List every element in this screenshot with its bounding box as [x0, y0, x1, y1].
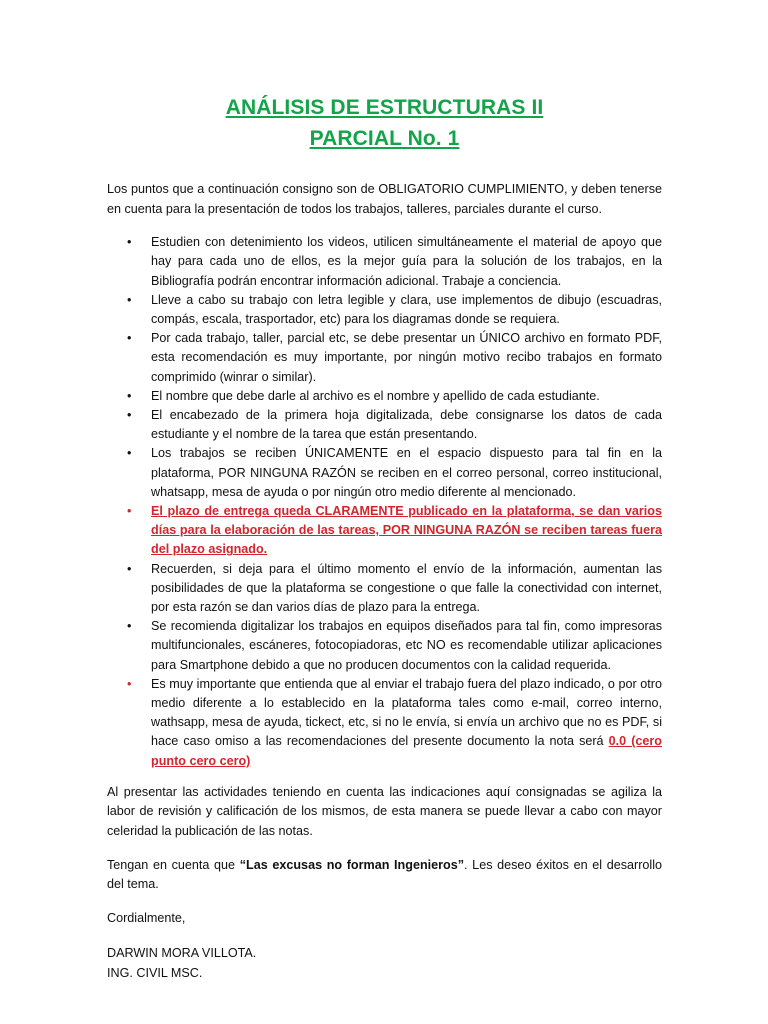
- list-item-text: Los trabajos se reciben ÚNICAMENTE en el espacio dispuesto para tal fin en la plataforma, POR NINGUNA RAZÓN se reciben en el correo personal, correo institucional, whatsapp, mesa de ayuda o por ningún otro medio diferente al mencionado.: [151, 446, 662, 499]
- grade-warning: 0.0 (cero punto cero cero): [151, 734, 662, 768]
- bullet-icon: •: [127, 331, 132, 346]
- motto-suffix: . Les deseo éxitos en el desarrollo del tema.: [107, 857, 663, 892]
- closing-paragraph: Al presentar las actividades teniendo en cuenta las indicaciones aquí consignadas se agiliza la labor de revisión y calificación de los mismos, de esta manera se puede llevar a cabo con mayor celeridad la publicación de las notas.: [107, 784, 662, 839]
- list-item-text: Por cada trabajo, taller, parcial etc, se debe presentar un ÚNICO archivo en formato PDF, esta recomendación es muy importante, por ningún motivo recibo trabajos en formato comprimido (winrar o similar).: [151, 331, 662, 384]
- bullet-icon: •: [127, 619, 132, 634]
- list-item-deadline: [107, 502, 662, 560]
- list-item-text: El encabezado de la primera hoja digitalizada, debe consignarse los datos de cada estudiante y el nombre de la tarea que están presentando.: [151, 408, 662, 442]
- document-title: ANÁLISIS DE ESTRUCTURAS II: [225, 96, 544, 119]
- motto-paragraph: [107, 856, 662, 895]
- document-subtitle: PARCIAL No. 1: [309, 127, 460, 150]
- signature-block: [107, 909, 662, 984]
- motto-prefix: Tengan en cuenta que: [107, 857, 236, 872]
- deadline-warning-text: El plazo de entrega queda CLARAMENTE publicado en la plataforma, se dan varios días para la elaboración de las tareas, POR NINGUNA RAZÓN se reciben tareas fuera del plazo asignado.: [151, 504, 662, 557]
- list-item-text: Se recomienda digitalizar los trabajos en equipos diseñados para tal fin, como impresoras multifuncionales, escáneres, fotocopiadoras, etc NO es recomendable utilizar aplicaciones para Smartphone debido a que no producen documentos con la calidad requerida.: [151, 619, 662, 672]
- list-item-text: Recuerden, si deja para el último momento el envío de la información, aumentan las posibilidades de que la plataforma se congestione o que falle la conectividad con internet, por esta razón se dan varios días de plazo para la entrega.: [151, 561, 662, 615]
- bullet-icon: •: [127, 676, 132, 691]
- title-block: [107, 92, 662, 154]
- list-item-text: Lleve a cabo su trabajo con letra legible y clara, use implementos de dibujo (escuadras, compás, escala, trasportador, etc) para los diagramas donde se requiera.: [151, 292, 662, 326]
- bullet-icon: •: [127, 446, 132, 461]
- list-item-text: El nombre que debe darle al archivo es el nombre y apellido de cada estudiante.: [151, 388, 600, 403]
- list-item: [107, 444, 662, 502]
- list-item-text: Estudien con detenimiento los videos, utilicen simultáneamente el material de apoyo que hay para cada uno de ellos, es la mejor guía para la solución de los trabajos, en la Bibliografía podrán encontrar información adicional. Trabaje a conciencia.: [151, 235, 662, 288]
- list-item: [107, 291, 662, 329]
- list-item: [107, 329, 662, 387]
- bullet-icon: •: [127, 561, 132, 576]
- list-item: [107, 387, 662, 406]
- list-item: [107, 233, 662, 291]
- list-item: [107, 617, 662, 675]
- intro-paragraph: Los puntos que a continuación consigno son de OBLIGATORIO CUMPLIMIENTO, y deben tenerse en cuenta para la presentación de todos los trabajos, talleres, parciales durante el curso.: [107, 182, 662, 216]
- list-item: [107, 560, 662, 618]
- author-title: ING. CIVIL MSC.: [107, 966, 203, 981]
- bullet-icon: •: [127, 235, 132, 250]
- bullet-icon: •: [127, 292, 132, 307]
- list-item-grade-warning: [107, 675, 662, 771]
- author-name: DARWIN MORA VILLOTA.: [107, 946, 257, 961]
- bullet-icon: •: [127, 408, 132, 423]
- bullet-icon: •: [127, 388, 132, 403]
- salutation: Cordialmente,: [107, 910, 186, 925]
- bullet-icon: •: [127, 504, 132, 519]
- motto-quote: “Las excusas no forman Ingenieros”: [239, 857, 465, 872]
- list-item-text: Es muy importante que entienda que al enviar el trabajo fuera del plazo indicado, o por otro medio diferente a lo establecido en la plataforma tales como e-mail, correo interno, wathsapp, mesa de ayuda, tickect, etc, si no le envía, si envía un archivo que no es PDF, si hace caso omiso a las recomendaciones del presente documento la nota será: [151, 676, 662, 749]
- rules-list: [107, 233, 662, 771]
- list-item: [107, 406, 662, 444]
